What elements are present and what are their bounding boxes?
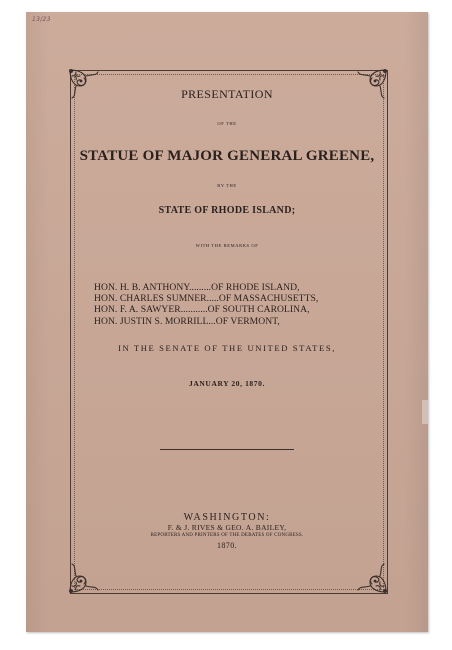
speakers-list <box>94 282 384 327</box>
date-line: JANUARY 20, 1870. <box>189 379 265 388</box>
edge-wear <box>422 400 428 424</box>
speaker-line: HON. JUSTIN S. MORRILL...OF VERMONT, <box>94 315 280 327</box>
speaker-line: HON. F. A. SAWYER...........OF SOUTH CAROLINA, <box>94 304 310 316</box>
imprint-reporters: REPORTERS AND PRINTERS OF THE DEBATES OF CONGRESS. <box>150 533 304 538</box>
senate-line: IN THE SENATE OF THE UNITED STATES, <box>117 343 337 353</box>
speaker-line: HON. H. B. ANTHONY.........OF RHODE ISLAND, <box>94 282 300 293</box>
title-presentation: PRESENTATION <box>181 87 273 101</box>
speaker-line: HON. CHARLES SUMNER.....OF MASSACHUSETTS, <box>94 293 319 305</box>
imprint-city: WASHINGTON: <box>183 512 271 523</box>
divider-rule <box>160 449 294 450</box>
scroll-ornament-icon <box>66 556 106 596</box>
scroll-ornament-icon <box>350 556 390 596</box>
connector-of-the: OF THE <box>217 121 237 126</box>
pencil-annotation: 13/23 <box>32 16 51 23</box>
title-state: STATE OF RHODE ISLAND; <box>158 205 296 216</box>
connector-with-remarks: WITH THE REMARKS OF <box>195 243 259 248</box>
imprint-printers: F. & J. RIVES & GEO. A. BAILEY, <box>167 523 287 532</box>
connector-by-the: BY THE <box>217 183 237 188</box>
imprint-year: 1870. <box>217 541 237 550</box>
pamphlet-cover <box>26 12 428 632</box>
title-statue: STATUE OF MAJOR GENERAL GREENE, <box>79 148 375 164</box>
